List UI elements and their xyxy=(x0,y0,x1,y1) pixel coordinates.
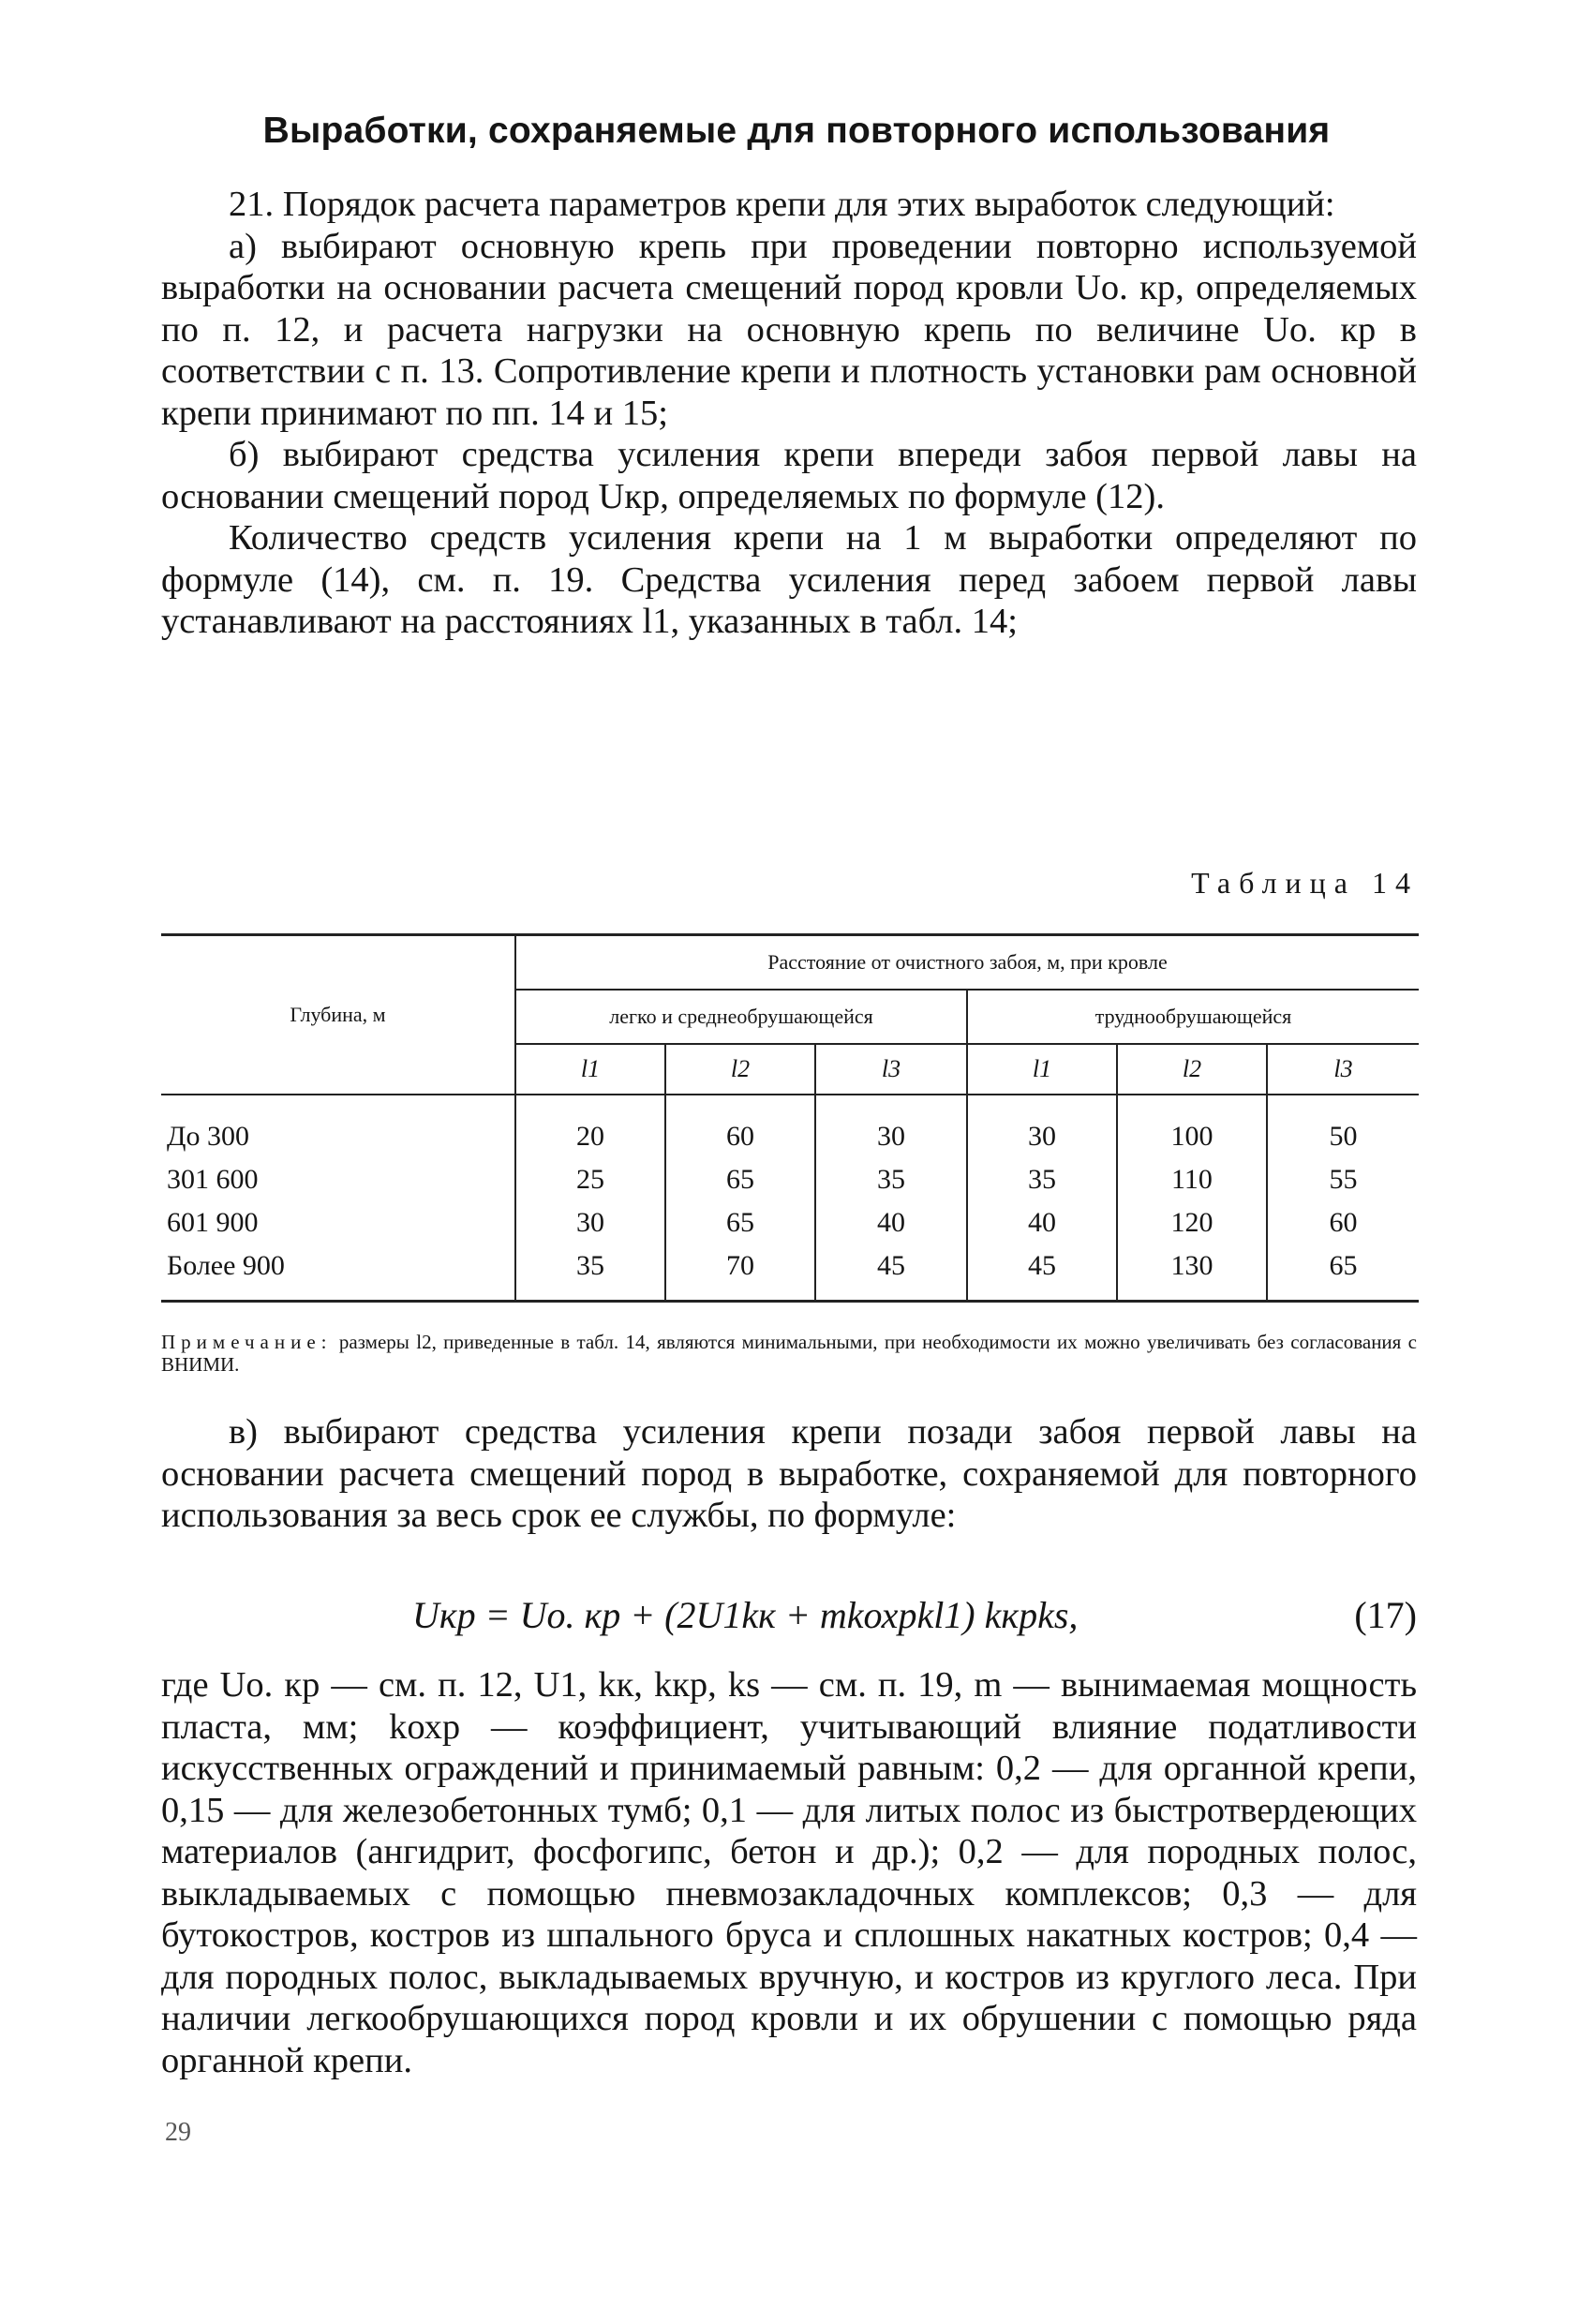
formula-17 xyxy=(161,1593,1417,1642)
note-label: Примечание: xyxy=(161,1331,333,1353)
paragraph-21: 21. Порядок расчета параметров крепи для этих выработок следующий: xyxy=(229,185,1335,224)
section-heading: Выработки, сохраняемые для повторного использования xyxy=(262,111,1331,151)
paragraph-a: а) выбирают основную крепь при проведении повторно используемой выработки на основании расчета смещений пород кровли Uо. кр, определяемых по п. 12, и расчета нагрузки на основную крепь по величине Uо. кр в соответствии с п. 13. Сопротивление крепи и плотность установки рам основной крепи принимают по пп. 14 и 15; xyxy=(161,226,1417,433)
depth-cell: До 300 xyxy=(167,1121,249,1152)
value-cell: 35 xyxy=(815,1158,967,1201)
note-text: размеры l2, приведенные в табл. 14, являются минимальными, при необходимости их можно увеличивать без согласования с ВНИМИ. xyxy=(161,1331,1417,1376)
formula-expression: Uкр = Uо. кр + (2U1kк + mkохрkl1) kкрks, xyxy=(412,1594,1079,1636)
value-cell: 60 xyxy=(665,1095,815,1158)
body-text-bottom xyxy=(161,1664,1417,2081)
value-cell: 35 xyxy=(515,1244,665,1302)
value-cell: 65 xyxy=(665,1158,815,1201)
depth-cell: 601 900 xyxy=(167,1207,259,1238)
depth-cell: Более 900 xyxy=(161,1244,515,1302)
value-cell: 45 xyxy=(815,1244,967,1302)
sub-header-l3: l3 xyxy=(815,1044,967,1095)
group-hard-header: труднообрушающейся xyxy=(967,990,1419,1044)
value-cell: 60 xyxy=(1267,1201,1419,1244)
paragraph-where: где Uо. кр — см. п. 12, U1, kк, kкр, ks — см. п. 19, m — вынимаемая мощность пласта, мм; kохр — коэффициент, учитывающий влияние податливости искусственных ограждений и принимаемый равным: 0,2 — для органной крепи, 0,15 — для железобетонных тумб; 0,1 — для литых полос из быстротвердеющих материалов (ангидрит, фосфогипс, бетон и др.); 0,2 — для породных полос, выкладываемых с помощью пневмозакладочных комплексов; 0,3 — для бутокостров, костров из шпального бруса и сплошных накатных костров; 0,4 — для породных полос, выкладываемых вручную, и костров из круглого леса. При наличии легкообрушающихся пород кровли и их обрушении с помощью ряда органной крепи. xyxy=(161,1665,1417,2080)
group-easy-header: легко и среднеобрушающейся xyxy=(515,990,967,1044)
table-14 xyxy=(161,933,1419,1303)
sub-header-l1: l1 xyxy=(967,1044,1117,1095)
page-number: 29 xyxy=(165,2118,191,2147)
sub-header-l2: l2 xyxy=(1117,1044,1267,1095)
table-note xyxy=(161,1331,1417,1376)
table-label: Таблица 14 xyxy=(1191,866,1419,900)
value-cell: 55 xyxy=(1267,1158,1419,1201)
table-row xyxy=(161,1244,1419,1302)
value-cell: 130 xyxy=(1117,1244,1267,1302)
value-cell: 20 xyxy=(515,1095,665,1158)
table-row xyxy=(161,1201,1419,1244)
value-cell: 120 xyxy=(1117,1201,1267,1244)
value-cell: 100 xyxy=(1117,1095,1267,1158)
value-cell: 40 xyxy=(815,1201,967,1244)
value-cell: 110 xyxy=(1117,1158,1267,1201)
value-cell: 65 xyxy=(1267,1244,1419,1302)
sub-header-l3: l3 xyxy=(1267,1044,1419,1095)
depth-header: Глубина, м xyxy=(161,935,515,1095)
value-cell: 40 xyxy=(967,1201,1117,1244)
body-text-middle xyxy=(161,1411,1417,1537)
value-cell: 30 xyxy=(815,1095,967,1158)
formula-number: (17) xyxy=(1354,1594,1417,1636)
paragraph-v: в) выбирают средства усиления крепи позади забоя первой лавы на основании расчета смещений пород в выработке, сохраняемой для повторного использования за весь срок ее службы, по формуле: xyxy=(161,1412,1417,1535)
value-cell: 65 xyxy=(665,1201,815,1244)
value-cell: 50 xyxy=(1267,1095,1419,1158)
value-cell: 70 xyxy=(665,1244,815,1302)
distance-header: Расстояние от очистного забоя, м, при кровле xyxy=(515,935,1419,991)
depth-cell: 301 600 xyxy=(167,1164,259,1195)
value-cell: 35 xyxy=(967,1158,1117,1201)
paragraph-b: б) выбирают средства усиления крепи впереди забоя первой лавы на основании смещений пород Uкр, определяемых по формуле (12). xyxy=(161,435,1417,516)
table-row xyxy=(161,1158,1419,1201)
value-cell: 30 xyxy=(515,1201,665,1244)
sub-header-l2: l2 xyxy=(665,1044,815,1095)
body-text-top xyxy=(161,184,1417,643)
paragraph-quantity: Количество средств усиления крепи на 1 м выработки определяют по формуле (14), см. п. 19. Средства усиления перед забоем первой лавы устанавливают на расстояниях l1, указанных в табл. 14; xyxy=(161,518,1417,641)
value-cell: 30 xyxy=(967,1095,1117,1158)
sub-header-l1: l1 xyxy=(515,1044,665,1095)
value-cell: 45 xyxy=(967,1244,1117,1302)
table-row xyxy=(161,1095,1419,1158)
value-cell: 25 xyxy=(515,1158,665,1201)
